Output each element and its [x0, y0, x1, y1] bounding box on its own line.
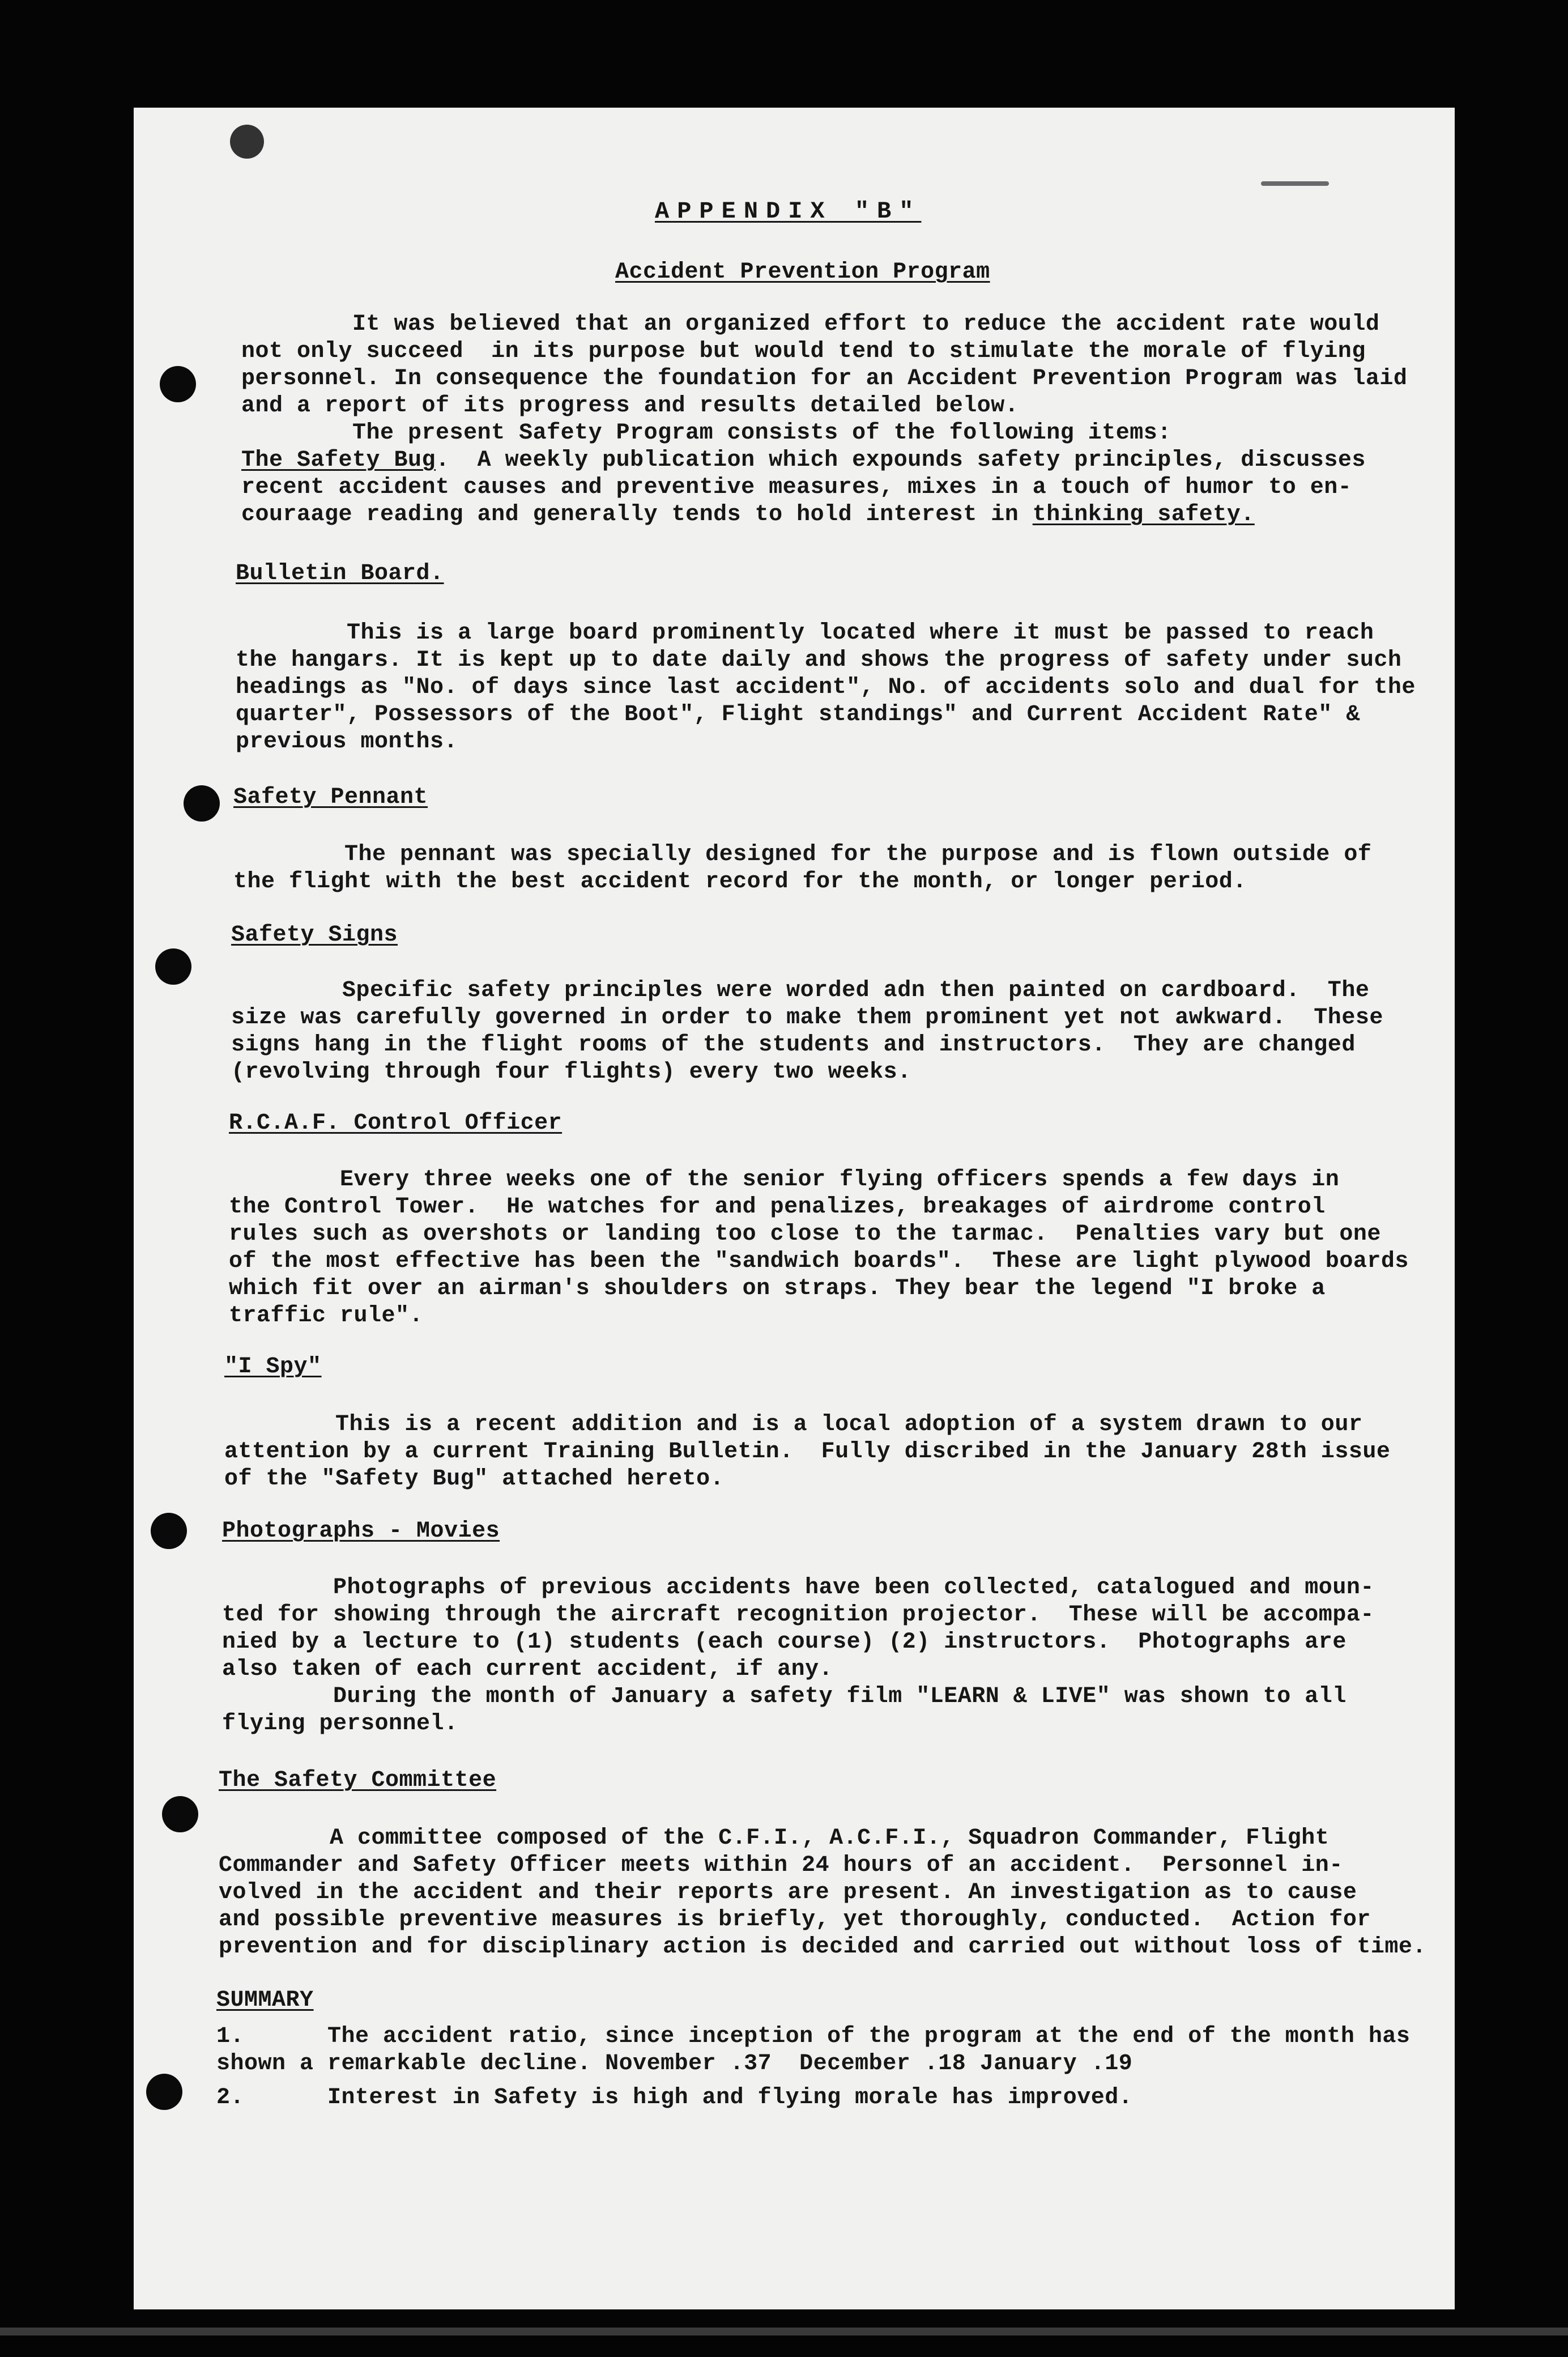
safety-bug-line: [241, 502, 1255, 528]
intro-line: not only succeed in its purpose but would tend to stimulate the morale of flying: [241, 339, 1366, 364]
intro-line: personnel. In consequence the foundation for an Accident Prevention Program was laid: [241, 366, 1408, 392]
punch-hole: [146, 2074, 182, 2110]
control-officer-line: Every three weeks one of the senior flying officers spends a few days in: [229, 1167, 1340, 1193]
bulletin-board-line: This is a large board prominently located where it must be passed to reach: [236, 620, 1374, 646]
safety-signs-heading: Safety Signs: [231, 922, 398, 948]
summary-line: 1. The accident ratio, since inception of the program at the end of the month has: [216, 2024, 1411, 2049]
ink-smudge: [230, 125, 264, 159]
summary-line: shown a remarkable decline. November .37 December .18 January .19: [216, 2051, 1133, 2077]
summary-heading: SUMMARY: [216, 1988, 314, 2013]
punch-hole: [162, 1796, 198, 1832]
punch-hole: [151, 1513, 187, 1549]
section-heading: [222, 1518, 500, 1545]
i-spy-line: attention by a current Training Bulletin. Fully discribed in the January 28th issue: [224, 1439, 1391, 1465]
safety-signs-line: (revolving through four flights) every two weeks.: [231, 1060, 911, 1085]
section-heading: [236, 561, 444, 587]
safety-bug-text: . A weekly publication which expounds safety principles, discusses: [436, 448, 1366, 473]
intro-line: The present Safety Program consists of the following items:: [241, 420, 1171, 446]
punch-hole: [155, 948, 191, 985]
summary-line: 2. Interest in Safety is high and flying morale has improved.: [216, 2085, 1133, 2111]
safety-pennant-line: The pennant was specially designed for the purpose and is flown outside of: [233, 842, 1372, 867]
safety-bug-line: [241, 448, 1366, 474]
photographs-heading: Photographs - Movies: [222, 1518, 500, 1544]
intro-line: and a report of its progress and results detailed below.: [241, 393, 1019, 419]
control-officer-line: rules such as overshots or landing too close to the tarmac. Penalties vary but one: [229, 1222, 1381, 1247]
i-spy-line: of the "Safety Bug" attached hereto.: [224, 1466, 725, 1492]
photographs-line: During the month of January a safety film "LEARN & LIVE" was shown to all: [222, 1684, 1347, 1709]
photographs-line: Photographs of previous accidents have been collected, catalogued and moun-: [222, 1575, 1374, 1601]
document-page: [134, 108, 1455, 2309]
bulletin-board-line: the hangars. It is kept up to date daily and shows the progress of safety under such: [236, 648, 1402, 673]
photographs-line: ted for showing through the aircraft recognition projector. These will be accompa-: [222, 1602, 1374, 1628]
ink-smudge: [1261, 181, 1329, 186]
punch-hole: [184, 785, 220, 822]
intro-line: It was believed that an organized effort to reduce the accident rate would: [241, 312, 1380, 337]
document-subtitle: [615, 259, 990, 286]
committee-line: volved in the accident and their reports are present. An investigation as to cause: [219, 1880, 1357, 1905]
bulletin-board-heading: Bulletin Board.: [236, 561, 444, 586]
document-subtitle-text: Accident Prevention Program: [615, 259, 990, 285]
safety-pennant-line: the flight with the best accident record for the month, or longer period.: [233, 869, 1247, 895]
control-officer-line: traffic rule".: [229, 1303, 424, 1329]
section-heading: [233, 785, 428, 811]
photographs-line: flying personnel.: [222, 1711, 458, 1737]
scan-edge: [0, 2328, 1568, 2335]
appendix-title: [655, 198, 921, 224]
section-heading: [229, 1111, 562, 1137]
committee-line: A committee composed of the C.F.I., A.C.F.I., Squadron Commander, Flight: [219, 1826, 1330, 1851]
safety-pennant-heading: Safety Pennant: [233, 785, 428, 810]
i-spy-line: This is a recent addition and is a local adoption of a system drawn to our: [224, 1412, 1363, 1437]
safety-signs-line: Specific safety principles were worded adn then painted on cardboard. The: [231, 978, 1370, 1003]
committee-heading: The Safety Committee: [219, 1768, 497, 1793]
safety-bug-text: couraage reading and generally tends to hold interest in: [241, 502, 1033, 527]
section-heading: [231, 922, 398, 948]
safety-bug-heading: The Safety Bug: [241, 448, 436, 473]
control-officer-line: the Control Tower. He watches for and penalizes, breakages of airdrome control: [229, 1194, 1326, 1220]
control-officer-heading: R.C.A.F. Control Officer: [229, 1111, 563, 1136]
control-officer-line: which fit over an airman's shoulders on straps. They bear the legend "I broke a: [229, 1276, 1326, 1301]
committee-line: Commander and Safety Officer meets within 24 hours of an accident. Personnel in-: [219, 1853, 1343, 1878]
photographs-line: nied by a lecture to (1) students (each course) (2) instructors. Photographs are: [222, 1630, 1347, 1655]
control-officer-line: of the most effective has been the "sandwich boards". These are light plywood boards: [229, 1249, 1409, 1274]
safety-signs-line: signs hang in the flight rooms of the students and instructors. They are changed: [231, 1032, 1356, 1058]
safety-bug-line: recent accident causes and preventive measures, mixes in a touch of humor to en-: [241, 475, 1352, 500]
section-heading: [224, 1354, 322, 1380]
appendix-title-text: APPENDIX "B": [655, 198, 922, 225]
i-spy-heading: "I Spy": [224, 1354, 322, 1380]
thinking-safety-emphasis: thinking safety.: [1032, 502, 1255, 527]
section-heading: [219, 1768, 496, 1794]
bulletin-board-line: quarter", Possessors of the Boot", Flight standings" and Current Accident Rate" &: [236, 702, 1360, 727]
committee-line: and possible preventive measures is briefly, yet thoroughly, conducted. Action for: [219, 1907, 1371, 1933]
photographs-line: also taken of each current accident, if any.: [222, 1657, 833, 1682]
punch-hole: [160, 366, 196, 402]
bulletin-board-line: previous months.: [236, 729, 458, 755]
safety-signs-line: size was carefully governed in order to make them prominent yet not awkward. These: [231, 1005, 1383, 1031]
bulletin-board-line: headings as "No. of days since last accident", No. of accidents solo and dual for the: [236, 675, 1416, 700]
committee-line: prevention and for disciplinary action is decided and carried out without loss of time.: [219, 1934, 1426, 1960]
section-heading: [216, 1988, 314, 2014]
